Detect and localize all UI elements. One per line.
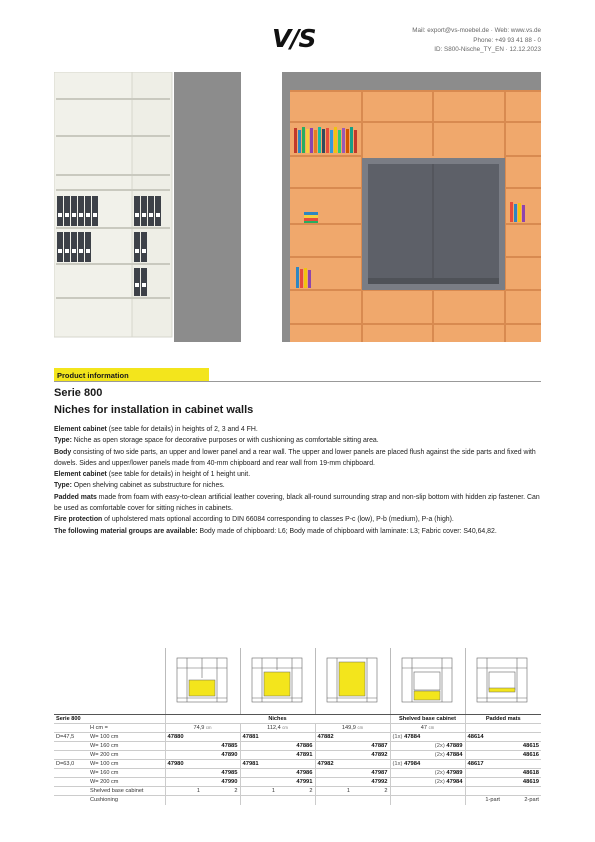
width-label: W= 200 cm xyxy=(88,751,165,760)
table-cell: 47982 xyxy=(315,760,352,769)
table-cell: (2x) 47989 xyxy=(427,769,465,778)
table-cell xyxy=(427,787,465,796)
cushion-label: Cushioning xyxy=(88,796,165,805)
series-name: Serie 800 xyxy=(54,387,103,399)
table-row xyxy=(54,760,541,769)
table-cell xyxy=(277,760,315,769)
thumb-niche-4fh xyxy=(315,648,388,714)
table-cell: 47891 xyxy=(277,751,315,760)
height-row xyxy=(54,724,541,733)
table-cell xyxy=(240,742,277,751)
height-value: 47 cm xyxy=(390,724,465,733)
series-header: Serie 800 xyxy=(54,715,165,724)
table-cell xyxy=(390,742,427,751)
table-cell: 47992 xyxy=(352,778,390,787)
contact-phone: Phone: +49 93 41 88 - 0 xyxy=(473,36,541,44)
table-cell: 47981 xyxy=(240,760,277,769)
paragraph xyxy=(54,492,544,515)
table-row xyxy=(54,733,541,742)
paragraph xyxy=(54,435,544,446)
table-cell: (1x) 47884 xyxy=(390,733,427,742)
table-cell xyxy=(165,778,202,787)
table-cell: (2x) 47889 xyxy=(427,742,465,751)
table-cell xyxy=(165,796,202,805)
width-label: W= 100 cm xyxy=(88,760,165,769)
width-label: W= 200 cm xyxy=(88,778,165,787)
paragraph-lead: Type: xyxy=(54,482,72,490)
paragraph-lead: Body xyxy=(54,448,72,456)
padded-header: Padded mats xyxy=(465,715,541,724)
paragraph-lead: Element cabinet xyxy=(54,426,107,433)
contact-block xyxy=(412,26,541,55)
table-cell xyxy=(54,742,88,751)
table-cell xyxy=(502,760,541,769)
table-cell: 48619 xyxy=(502,778,541,787)
table-row xyxy=(54,742,541,751)
table-cell xyxy=(165,742,202,751)
table-cell: 47990 xyxy=(202,778,240,787)
width-label: W= 160 cm xyxy=(88,769,165,778)
paragraph-lead: Fire protection xyxy=(54,516,103,524)
table-cell: 48614 xyxy=(465,733,502,742)
table-cell xyxy=(502,733,541,742)
paragraph-text: consisting of two side parts, an upper and lower panel and a rear wall. The upper and lower panels are placed flush against the side parts and fixed with dowels. Sides and upper/lower panels made from 40-mm chipboard and rear wall from 19-mm chipboard. xyxy=(54,448,536,467)
table-cell xyxy=(202,733,240,742)
table-cell xyxy=(165,769,202,778)
table-cell: 47890 xyxy=(202,751,240,760)
table-cell: 47985 xyxy=(202,769,240,778)
table-row xyxy=(54,751,541,760)
table-cell xyxy=(352,796,390,805)
paragraph-text: Body made of chipboard: L6; Body made of chipboard with laminate: L3; Fabric cover: S40,64,82. xyxy=(197,527,497,535)
paragraph xyxy=(54,514,544,525)
vs-logo: V/S xyxy=(272,24,316,53)
thumb-niche-2fh xyxy=(165,648,238,714)
table-cell xyxy=(54,724,88,733)
table-cell xyxy=(277,733,315,742)
table-cell xyxy=(54,778,88,787)
height-value: 112,4 cm xyxy=(240,724,315,733)
paragraph-text: Open shelving cabinet as substructure for niches. xyxy=(71,482,225,490)
table-cell xyxy=(465,751,502,760)
table-cell: 47882 xyxy=(315,733,352,742)
table-cell: 2 xyxy=(202,787,240,796)
height-value: 74,9 cm xyxy=(165,724,240,733)
table-cell xyxy=(315,751,352,760)
table-cell xyxy=(315,742,352,751)
table-cell: 47881 xyxy=(240,733,277,742)
table-cell xyxy=(315,796,352,805)
table-cell xyxy=(390,787,427,796)
table-cell xyxy=(465,778,502,787)
paragraph-lead: Padded mats xyxy=(54,493,97,501)
document-id: ID: S800-Nische_TY_EN · 12.12.2023 xyxy=(434,46,541,53)
paragraph-text: of upholstered mats optional according to DIN 66084 corresponding to classes P-c (low), P-b (medium), P-a (high). xyxy=(102,516,454,524)
shelved-header: Shelved base cabinet xyxy=(390,715,465,724)
table-cell: 1 xyxy=(315,787,352,796)
shelved-count-label: Shelved base cabinet xyxy=(88,787,165,796)
table-cell: 2 xyxy=(277,787,315,796)
thumb-padded-mats xyxy=(465,648,538,714)
section-divider xyxy=(54,381,541,382)
table-cell: 48616 xyxy=(502,751,541,760)
table-row xyxy=(54,769,541,778)
table-cell: 1-part xyxy=(465,796,502,805)
cushion-row xyxy=(54,796,541,805)
table-cell: (2x) 47884 xyxy=(427,751,465,760)
table-cell xyxy=(165,751,202,760)
contact-mail-web: Mail: export@vs-moebel.de · Web: www.vs.de xyxy=(412,27,541,34)
table-cell xyxy=(390,796,427,805)
width-label: W= 100 cm xyxy=(88,733,165,742)
table-cell xyxy=(390,769,427,778)
table-cell: (1x) 47984 xyxy=(390,760,427,769)
depth-label: D=47,5 xyxy=(54,733,88,742)
table-cell xyxy=(352,733,390,742)
table-cell xyxy=(315,778,352,787)
paragraph-text: (see table for details) in heights of 2, 3 and 4 FH. xyxy=(106,426,258,433)
paragraph-lead: The following material groups are available: xyxy=(54,527,198,535)
paragraph xyxy=(54,480,544,491)
table-cell xyxy=(427,733,465,742)
cabinet-thumbnails xyxy=(165,648,541,714)
table-cell: 47880 xyxy=(165,733,202,742)
width-label: W= 160 cm xyxy=(88,742,165,751)
table-cell: 1 xyxy=(240,787,277,796)
table-cell: 47987 xyxy=(352,769,390,778)
paragraph-text: made from foam with easy-to-clean artificial leather covering, black all-round surrounding strap and non-slip bottom with hidden zip fastener. Can be used as comfortable cover for sitting niches in cabinets. xyxy=(54,493,540,513)
paragraph-text: (see table for details) in height of 1 height unit. xyxy=(106,471,251,479)
table-cell: 47986 xyxy=(277,769,315,778)
table-cell xyxy=(502,787,541,796)
height-value: 149,9 cm xyxy=(315,724,390,733)
table-cell xyxy=(465,769,502,778)
product-title: Niches for installation in cabinet walls xyxy=(54,404,254,416)
paragraph-text: Niche as open storage space for decorative purposes or with cushioning as comfortable sitting area. xyxy=(71,437,379,445)
shelved-count-row xyxy=(54,787,541,796)
table-cell xyxy=(390,751,427,760)
table-cell: 48618 xyxy=(502,769,541,778)
table-cell xyxy=(54,769,88,778)
table-cell xyxy=(54,751,88,760)
thumb-niche-3fh xyxy=(240,648,313,714)
table-cell xyxy=(202,760,240,769)
table-cell: (2x) 47984 xyxy=(427,778,465,787)
table-cell: 47991 xyxy=(277,778,315,787)
table-cell: 48617 xyxy=(465,760,502,769)
table-row xyxy=(54,778,541,787)
table-cell: 47892 xyxy=(352,751,390,760)
table-cell: 47980 xyxy=(165,760,202,769)
table-cell: 2-part xyxy=(502,796,541,805)
depth-label: D=63,0 xyxy=(54,760,88,769)
table-cell xyxy=(315,769,352,778)
description xyxy=(54,424,544,537)
table-cell xyxy=(390,778,427,787)
paragraph xyxy=(54,526,544,537)
table-cell xyxy=(240,778,277,787)
table-cell xyxy=(54,787,88,796)
table-cell: 47886 xyxy=(277,742,315,751)
table-cell xyxy=(240,751,277,760)
table-cell xyxy=(352,760,390,769)
table-cell xyxy=(277,796,315,805)
niches-header: Niches xyxy=(165,715,390,724)
table-cell xyxy=(465,742,502,751)
table-cell xyxy=(427,796,465,805)
paragraph xyxy=(54,469,544,480)
product-info-tag: Product information xyxy=(54,368,209,381)
spec-table xyxy=(54,714,541,805)
paragraph xyxy=(54,447,544,470)
table-cell: 47885 xyxy=(202,742,240,751)
paragraph-lead: Type: xyxy=(54,437,72,445)
product-photo-white-shelf xyxy=(54,72,241,342)
table-cell: 48615 xyxy=(502,742,541,751)
paragraph-lead: Element cabinet xyxy=(54,471,107,479)
table-cell: 1 xyxy=(165,787,202,796)
thumb-shelved-base-cabinet xyxy=(390,648,463,714)
table-cell xyxy=(240,796,277,805)
table-header-row xyxy=(54,715,541,724)
table-cell xyxy=(465,787,502,796)
table-cell: 2 xyxy=(352,787,390,796)
table-cell xyxy=(202,796,240,805)
table-cell xyxy=(427,760,465,769)
paragraph xyxy=(54,424,544,435)
product-photo-cabinet-wall xyxy=(282,72,541,342)
table-cell xyxy=(240,769,277,778)
height-label: H cm = xyxy=(88,724,165,733)
table-cell xyxy=(465,724,541,733)
table-cell xyxy=(54,796,88,805)
table-cell: 47887 xyxy=(352,742,390,751)
